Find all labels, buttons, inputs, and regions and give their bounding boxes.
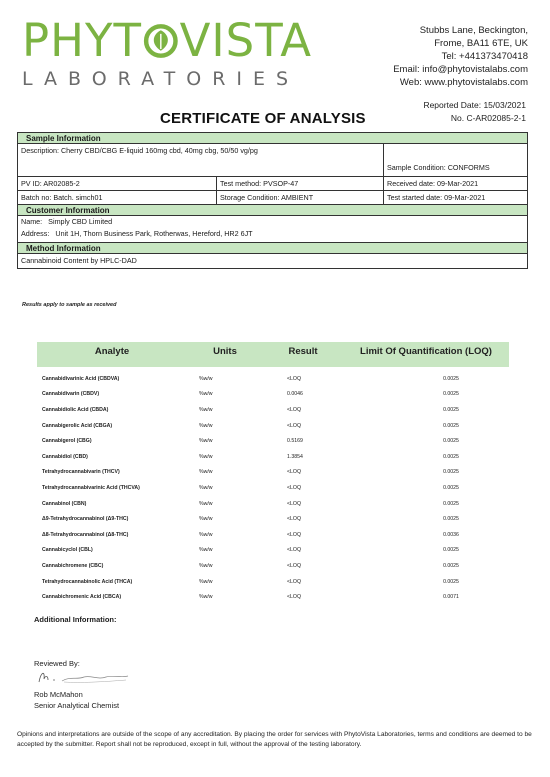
analyte-units: %w/w xyxy=(199,484,213,491)
analyte-loq: 0.0025 xyxy=(443,516,459,523)
logo-subtitle: LABORATORIES xyxy=(22,68,300,90)
method-info-heading: Method Information xyxy=(18,243,527,254)
analyte-loq: 0.0025 xyxy=(443,391,459,398)
analyte-header: Analyte xyxy=(94,346,130,357)
sample-batch-row xyxy=(18,191,527,205)
analyte-result: <LOQ xyxy=(287,500,301,507)
analyte-units: %w/w xyxy=(199,531,213,538)
table-row xyxy=(37,589,509,605)
report-meta xyxy=(423,99,526,125)
table-row xyxy=(37,574,509,590)
analyte-result: <LOQ xyxy=(287,562,301,569)
analyte-units: %w/w xyxy=(199,375,213,382)
analyte-result: 0.0046 xyxy=(287,391,303,398)
web-line: Web: www.phytovistalabs.com xyxy=(399,77,528,88)
table-row xyxy=(37,465,509,481)
analyte-name: Cannabinol (CBN) xyxy=(42,500,87,507)
sample-description-row xyxy=(18,144,527,177)
analyte-units: %w/w xyxy=(199,391,213,398)
analyte-result: <LOQ xyxy=(287,578,301,585)
analyte-units: %w/w xyxy=(199,578,213,585)
customer-name-label: Name: xyxy=(21,217,43,226)
email-line: Email: info@phytovistalabs.com xyxy=(393,64,528,75)
analyte-result: <LOQ xyxy=(287,516,301,523)
analyte-loq: 0.0025 xyxy=(443,547,459,554)
analyte-loq: 0.0025 xyxy=(443,484,459,491)
reviewer-info xyxy=(34,689,119,711)
customer-info-heading: Customer Information xyxy=(18,205,527,216)
logo-text-right: VISTA xyxy=(179,14,312,67)
received-date: Received date: 09-Mar-2021 xyxy=(387,179,479,188)
analyte-loq: 0.0025 xyxy=(443,562,459,569)
lab-address xyxy=(393,24,528,89)
analyte-result: <LOQ xyxy=(287,375,301,382)
analyte-result: <LOQ xyxy=(287,594,301,601)
batch-number: Batch no: Batch. simch01 xyxy=(18,191,217,204)
analyte-name: Δ8-Tetrahydrocannabinol (Δ8-THC) xyxy=(42,531,129,538)
analyte-name: Δ9-Tetrahydrocannabinol (Δ9-THC) xyxy=(42,516,129,523)
analyte-name: Cannabigerolic Acid (CBGA) xyxy=(42,422,113,429)
method-text: Cannabinoid Content by HPLC-DAD xyxy=(21,256,137,265)
analyte-result: 1.3854 xyxy=(287,453,303,460)
analyte-name: Cannabicyclol (CBL) xyxy=(42,547,93,554)
sample-description: Description: Cherry CBD/CBG E-liquid 160mg cbd, 40mg cbg, 50/50 vg/pg xyxy=(18,144,384,176)
analyte-name: Tetrahydrocannabivarin (THCV) xyxy=(42,469,120,476)
analyte-units: %w/w xyxy=(199,562,213,569)
analyte-result: <LOQ xyxy=(287,547,301,554)
analyte-result: <LOQ xyxy=(287,422,301,429)
analyte-loq: 0.0025 xyxy=(443,578,459,585)
leaf-icon xyxy=(143,21,179,61)
units-header: Units xyxy=(213,346,237,357)
analyte-units: %w/w xyxy=(199,453,213,460)
analyte-result: <LOQ xyxy=(287,406,301,413)
sample-id-row xyxy=(18,177,527,191)
analyte-name: Cannabidivarinic Acid (CBDVA) xyxy=(42,375,120,382)
certificate-number: No. C-AR02085-2-1 xyxy=(450,113,526,123)
sample-info-heading: Sample Information xyxy=(18,133,527,144)
method-row xyxy=(18,254,527,268)
analyte-units: %w/w xyxy=(199,438,213,445)
page-title: CERTIFICATE OF ANALYSIS xyxy=(160,110,366,127)
results-note: Results apply to sample as received xyxy=(22,302,117,308)
results-table xyxy=(37,342,509,605)
customer-address-label: Address: xyxy=(21,229,50,238)
analyte-units: %w/w xyxy=(199,516,213,523)
analyte-units: %w/w xyxy=(199,594,213,601)
phone-line: Tel: +441373470418 xyxy=(441,51,528,62)
result-header: Result xyxy=(288,346,318,357)
sample-condition: Sample Condition: CONFORMS xyxy=(387,163,490,172)
table-row xyxy=(37,418,509,434)
results-body xyxy=(37,371,509,605)
logo-text-left: PHYT xyxy=(22,14,142,67)
table-row xyxy=(37,387,509,403)
analyte-loq: 0.0025 xyxy=(443,406,459,413)
analyte-result: <LOQ xyxy=(287,531,301,538)
analyte-name: Cannabichromene (CBC) xyxy=(42,562,104,569)
table-row xyxy=(37,511,509,527)
results-header-row xyxy=(37,342,509,367)
analyte-loq: 0.0025 xyxy=(443,438,459,445)
pv-id: PV ID: AR02085-2 xyxy=(18,177,217,190)
table-row xyxy=(37,496,509,512)
analyte-name: Tetrahydrocannabinolic Acid (THCA) xyxy=(42,578,133,585)
analyte-name: Cannabigerol (CBG) xyxy=(42,438,92,445)
storage-condition: Storage Condition: AMBIENT xyxy=(217,191,384,204)
customer-address-line xyxy=(21,229,524,238)
address-line: Stubbs Lane, Beckington, xyxy=(419,25,528,36)
analyte-loq: 0.0025 xyxy=(443,375,459,382)
analyte-name: Cannabidivarin (CBDV) xyxy=(42,391,100,398)
table-row xyxy=(37,402,509,418)
customer-name-line xyxy=(21,217,524,229)
analyte-result: <LOQ xyxy=(287,469,301,476)
analyte-name: Cannabichromenic Acid (CBCA) xyxy=(42,594,122,601)
analyte-name: Cannabidiol (CBD) xyxy=(42,453,88,460)
reviewed-by-label: Reviewed By: xyxy=(34,659,80,668)
test-method: Test method: PVSOP-47 xyxy=(217,177,384,190)
customer-details xyxy=(18,216,527,243)
analyte-units: %w/w xyxy=(199,547,213,554)
test-started-date: Test started date: 09-Mar-2021 xyxy=(387,193,486,202)
analyte-loq: 0.0036 xyxy=(443,531,459,538)
address-line: Frome, BA11 6TE, UK xyxy=(434,38,528,49)
analyte-units: %w/w xyxy=(199,500,213,507)
analyte-name: Tetrahydrocannabivarinic Acid (THCVA) xyxy=(42,484,140,491)
table-row xyxy=(37,433,509,449)
analyte-units: %w/w xyxy=(199,406,213,413)
analyte-result: 0.5169 xyxy=(287,438,303,445)
analyte-loq: 0.0025 xyxy=(443,453,459,460)
analyte-units: %w/w xyxy=(199,422,213,429)
analyte-loq: 0.0025 xyxy=(443,500,459,507)
analyte-loq: 0.0025 xyxy=(443,422,459,429)
reviewer-name: Rob McMahon xyxy=(34,690,83,699)
analyte-units: %w/w xyxy=(199,469,213,476)
reported-date: Reported Date: 15/03/2021 xyxy=(423,100,526,110)
loq-header: Limit Of Quantification (LOQ) xyxy=(360,346,492,357)
reviewer-role: Senior Analytical Chemist xyxy=(34,701,120,710)
company-logo xyxy=(22,16,312,90)
analyte-name: Cannabidiolic Acid (CBDA) xyxy=(42,406,109,413)
additional-info-heading: Additional Information: xyxy=(34,615,117,624)
table-row xyxy=(37,449,509,465)
analyte-loq: 0.0071 xyxy=(443,594,459,601)
table-row xyxy=(37,480,509,496)
customer-name: Simply CBD Limited xyxy=(48,217,113,226)
analyte-result: <LOQ xyxy=(287,484,301,491)
table-row xyxy=(37,543,509,559)
disclaimer: Opinions and interpretations are outside of the scope of any accreditation. By placing the order for services with PhytoVista Laboratories, terms and conditions are deemed to be accepted by the submitter. Report shall not be reproduced, except in full, without the approval of the testing laboratory. xyxy=(17,731,532,748)
info-table xyxy=(17,132,528,269)
table-row xyxy=(37,371,509,387)
analyte-loq: 0.0025 xyxy=(443,469,459,476)
table-row xyxy=(37,527,509,543)
logo-wordmark xyxy=(22,16,312,66)
reviewer-signature xyxy=(36,667,132,687)
table-row xyxy=(37,558,509,574)
customer-address: Unit 1H, Thorn Business Park, Rotherwas, Hereford, HR2 6JT xyxy=(55,229,253,238)
